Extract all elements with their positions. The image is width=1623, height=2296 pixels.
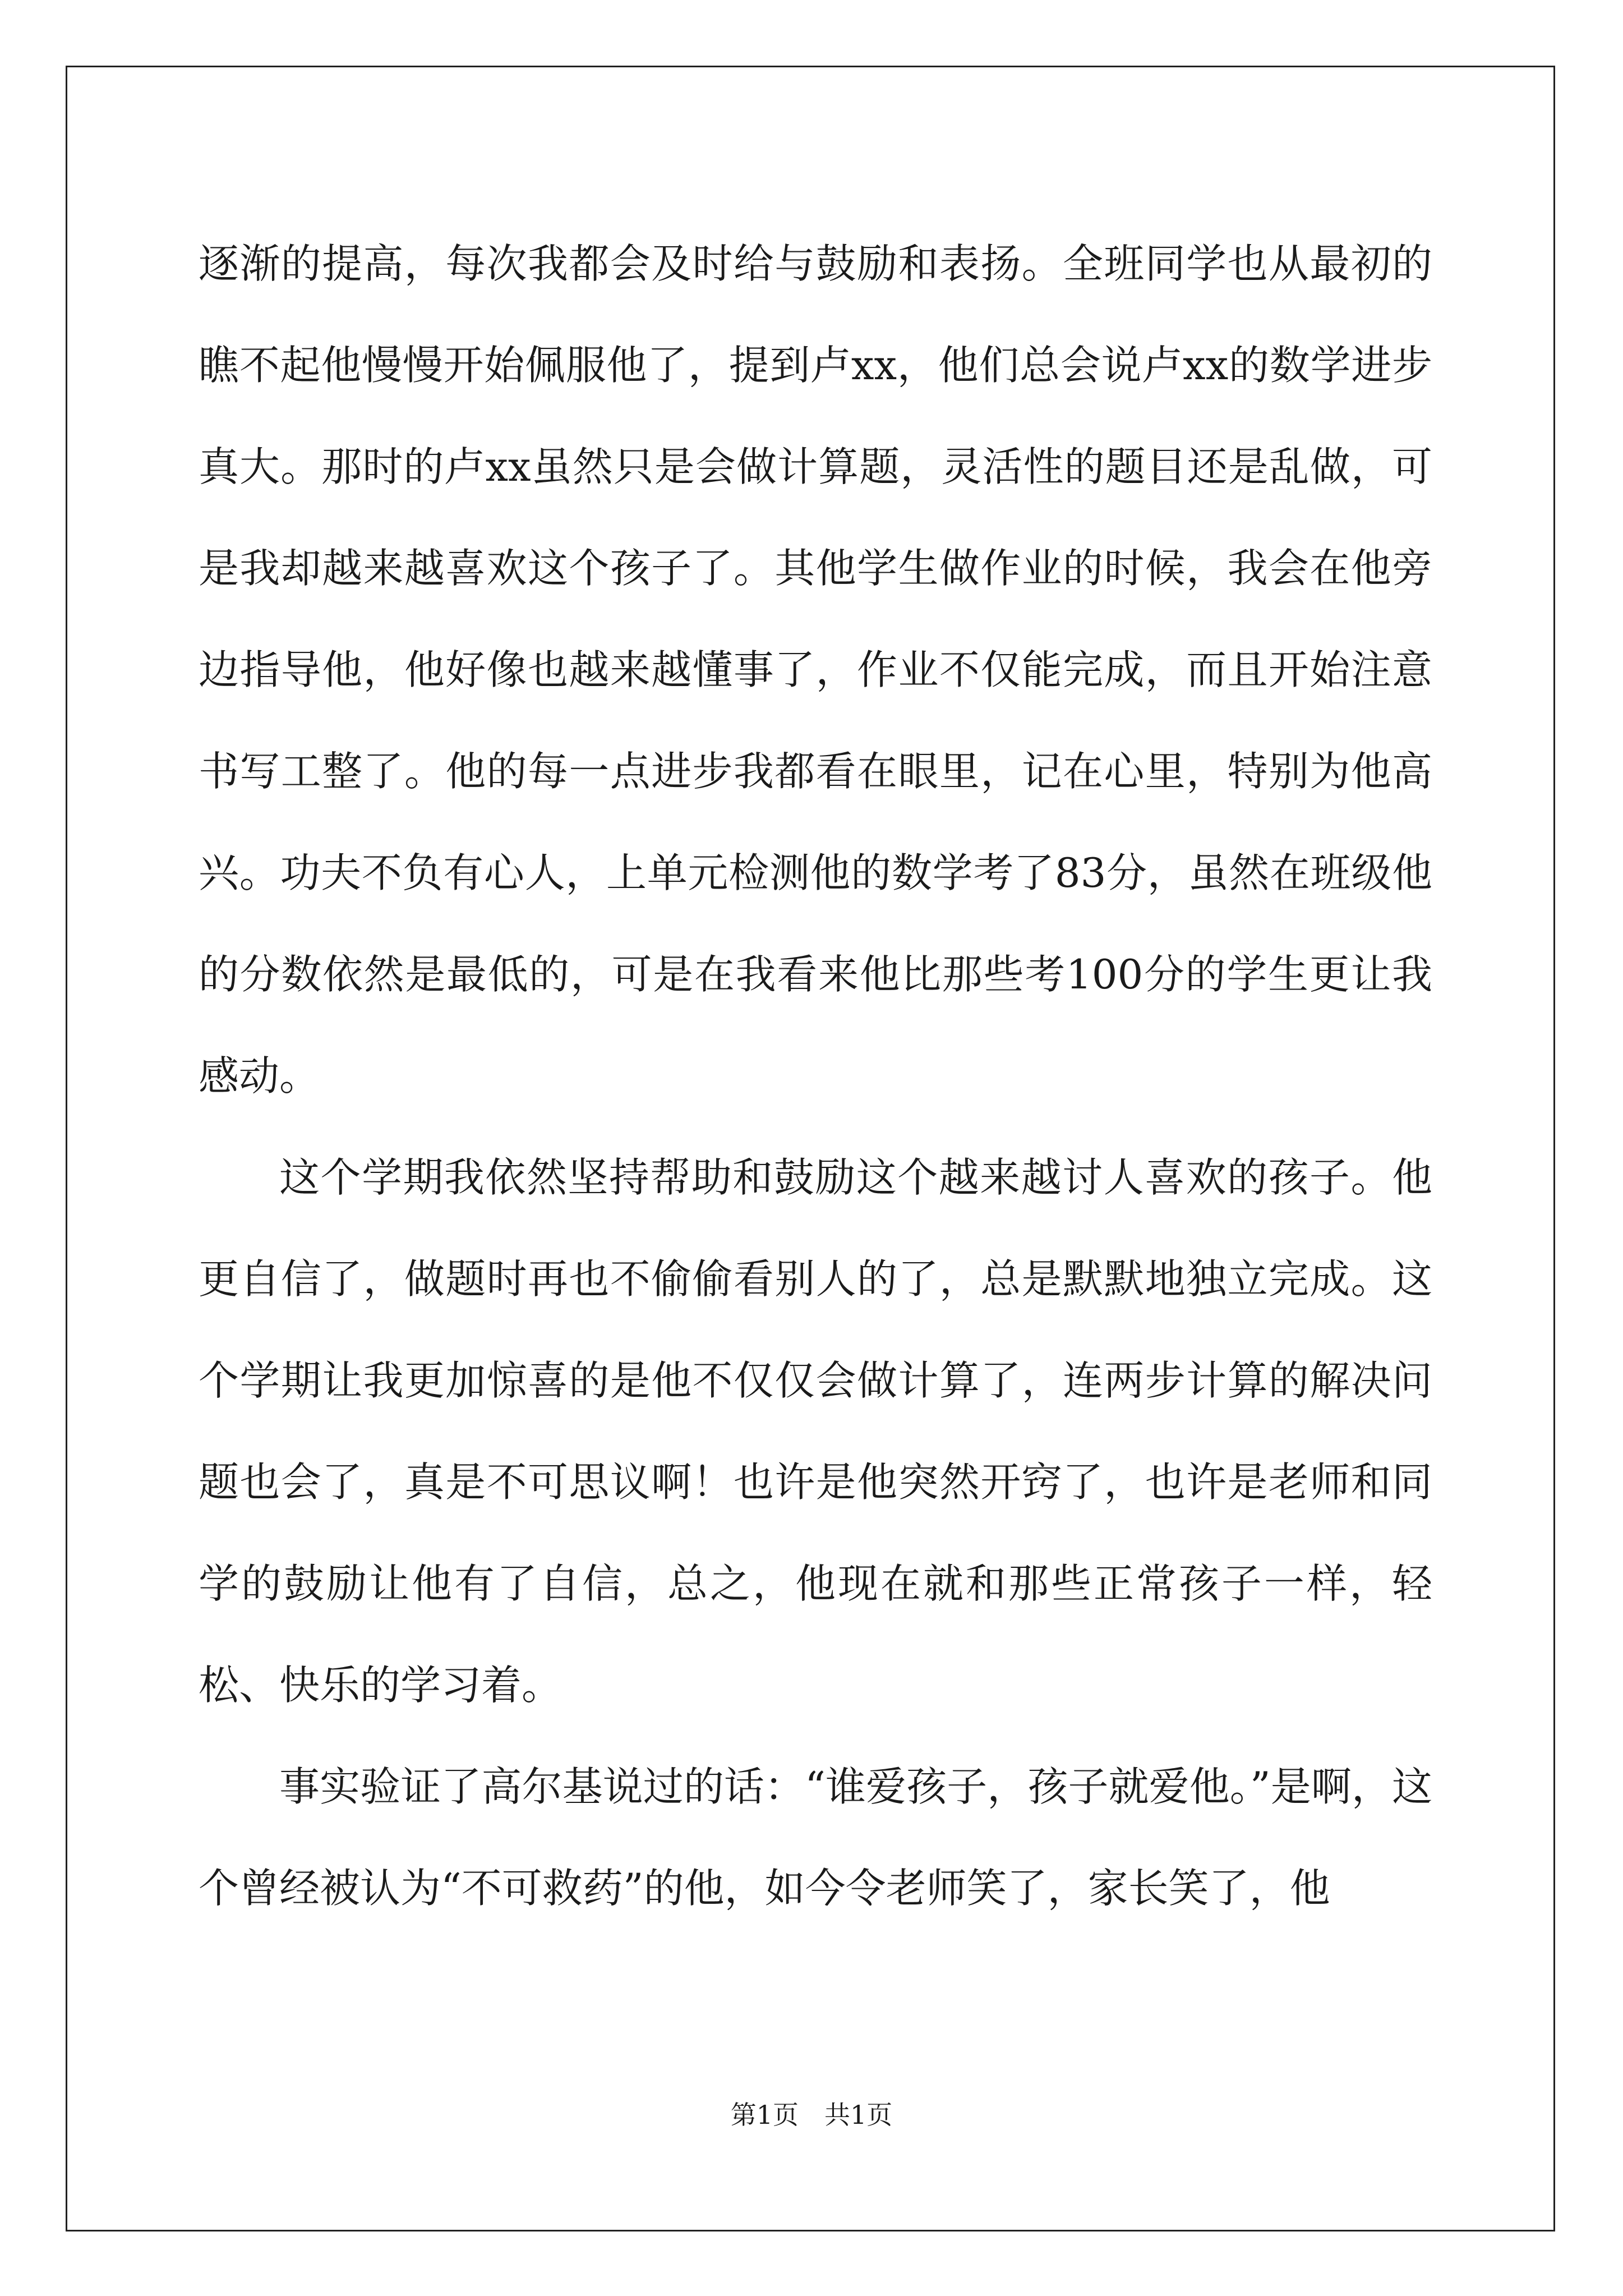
document-body xyxy=(199,213,1432,1939)
paragraph-1: 逐渐的提高，每次我都会及时给与鼓励和表扬。全班同学也从最初的瞧不起他慢慢开始佩服他了，提到卢xx，他们总会说卢xx的数学进步真大。那时的卢xx虽然只是会做计算题，灵活性的题目还是乱做，可是我却越来越喜欢这个孩子了。其他学生做作业的时候，我会在他旁边指导他，他好像也越来越懂事了，作业不仅能完成，而且开始注意书写工整了。他的每一点进步我都看在眼里，记在心里，特别为他高兴。功夫不负有心人，上单元检测他的数学考了83分，虽然在班级他的分数依然是最低的，可是在我看来他比那些考100分的学生更让我感动。 xyxy=(199,240,1432,1099)
page-footer xyxy=(0,2098,1623,2132)
paragraph-2: 这个学期我依然坚持帮助和鼓励这个越来越讨人喜欢的孩子。他更自信了，做题时再也不偷偷看别人的了，总是默默地独立完成。这个学期让我更加惊喜的是他不仅仅会做计算了，连两步计算的解决问题也会了，真是不可思议啊！也许是他突然开窍了，也许是老师和同学的鼓励让他有了自信，总之，他现在就和那些正常孩子一样，轻松、快乐的学习着。 xyxy=(199,1154,1432,1709)
paragraph-3: 事实验证了高尔基说过的话：“谁爱孩子，孩子就爱他。”是啊，这个曾经被认为“不可救药”的他，如今令老师笑了，家长笑了，他 xyxy=(199,1763,1432,1912)
page-number: 第1页 xyxy=(730,2100,799,2130)
page-total: 共1页 xyxy=(824,2100,893,2130)
